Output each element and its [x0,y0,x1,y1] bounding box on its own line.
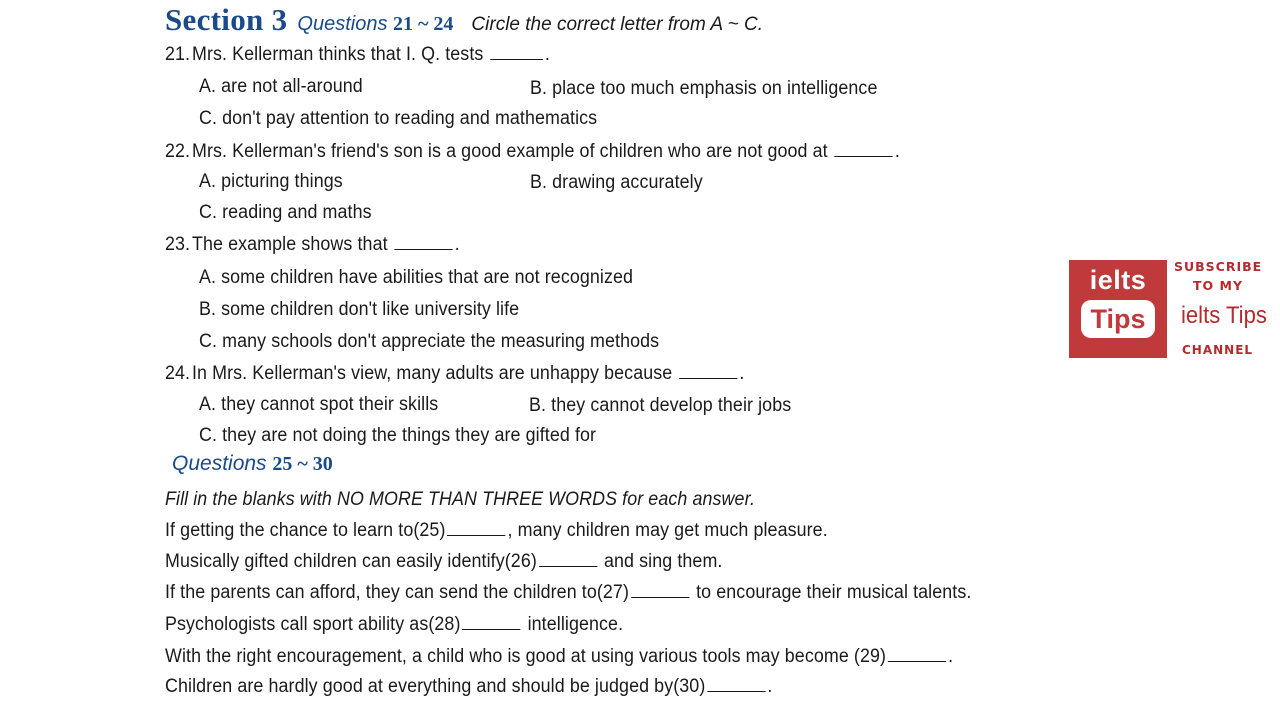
option-21a: A. are not all-around [199,76,363,97]
option-24b: B. they cannot develop their jobs [529,395,792,416]
logo-pill [1081,300,1155,338]
option-22a: A. picturing things [199,171,343,192]
option-23b: B. some children don't like university life [199,299,520,320]
question-21: 21.Mrs. Kellerman thinks that I. Q. tests . [165,44,550,65]
answer-blank [539,565,597,567]
answer-blank [395,248,453,250]
answer-blank [707,690,765,692]
fill-section-header: Questions 25 ~ 30 [172,452,333,475]
questions-range: 21 ~ 24 [393,13,454,35]
channel-name[interactable]: ielts Tips [1181,302,1267,329]
questions-range-label: Questions 21 ~ 24 [297,13,454,35]
channel-text: CHANNEL [1182,343,1254,357]
fill-item-30: Children are hardly good at everything and should be judged by(30) . [165,676,773,697]
answer-blank [631,596,689,598]
to-my-text: TO MY [1193,278,1243,293]
answer-blank [490,58,543,60]
question-23: 23.The example shows that . [165,234,460,255]
fill-item-28: Psychologists call sport ability as(28) intelligence. [165,614,624,635]
answer-blank [462,628,520,630]
section-header [165,2,763,38]
option-21c: C. don't pay attention to reading and mathematics [199,108,598,129]
logo-text-bottom: Tips [1090,303,1146,334]
fill-item-26: Musically gifted children can easily identify(26) and sing them. [165,551,723,572]
fill-item-29: With the right encouragement, a child who is good at using various tools may become (29) . [165,646,954,667]
answer-blank [888,660,946,662]
option-22b: B. drawing accurately [530,172,703,193]
subscribe-text: SUBSCRIBE [1174,259,1263,274]
answer-blank [447,534,505,536]
option-24a: A. they cannot spot their skills [199,394,439,415]
instruction: Circle the correct letter from A ~ C. [471,14,764,35]
option-24c: C. they are not doing the things they are gifted for [199,425,597,446]
option-21b: B. place too much emphasis on intelligence [530,78,878,99]
question-24: 24.In Mrs. Kellerman's view, many adults are unhappy because . [165,363,745,384]
questions-range: 25 ~ 30 [272,453,333,475]
fill-item-25: If getting the chance to learn to(25) , many children may get much pleasure. [165,520,828,541]
option-23a: A. some children have abilities that are not recognized [199,267,634,288]
option-22c: C. reading and maths [199,202,372,223]
question-22: 22.Mrs. Kellerman's friend's son is a good example of children who are not good at . [165,141,900,162]
fill-item-27: If the parents can afford, they can send the children to(27) to encourage their musical talents. [165,582,972,603]
ielts-tips-logo[interactable] [1069,260,1167,358]
fill-instruction: Fill in the blanks with NO MORE THAN THREE WORDS for each answer. [165,489,756,510]
logo-text-top: ielts [1089,265,1147,295]
answer-blank [835,155,893,157]
section-title: Section 3 [165,2,288,37]
answer-blank [679,377,737,379]
option-23c: C. many schools don't appreciate the measuring methods [199,331,660,352]
